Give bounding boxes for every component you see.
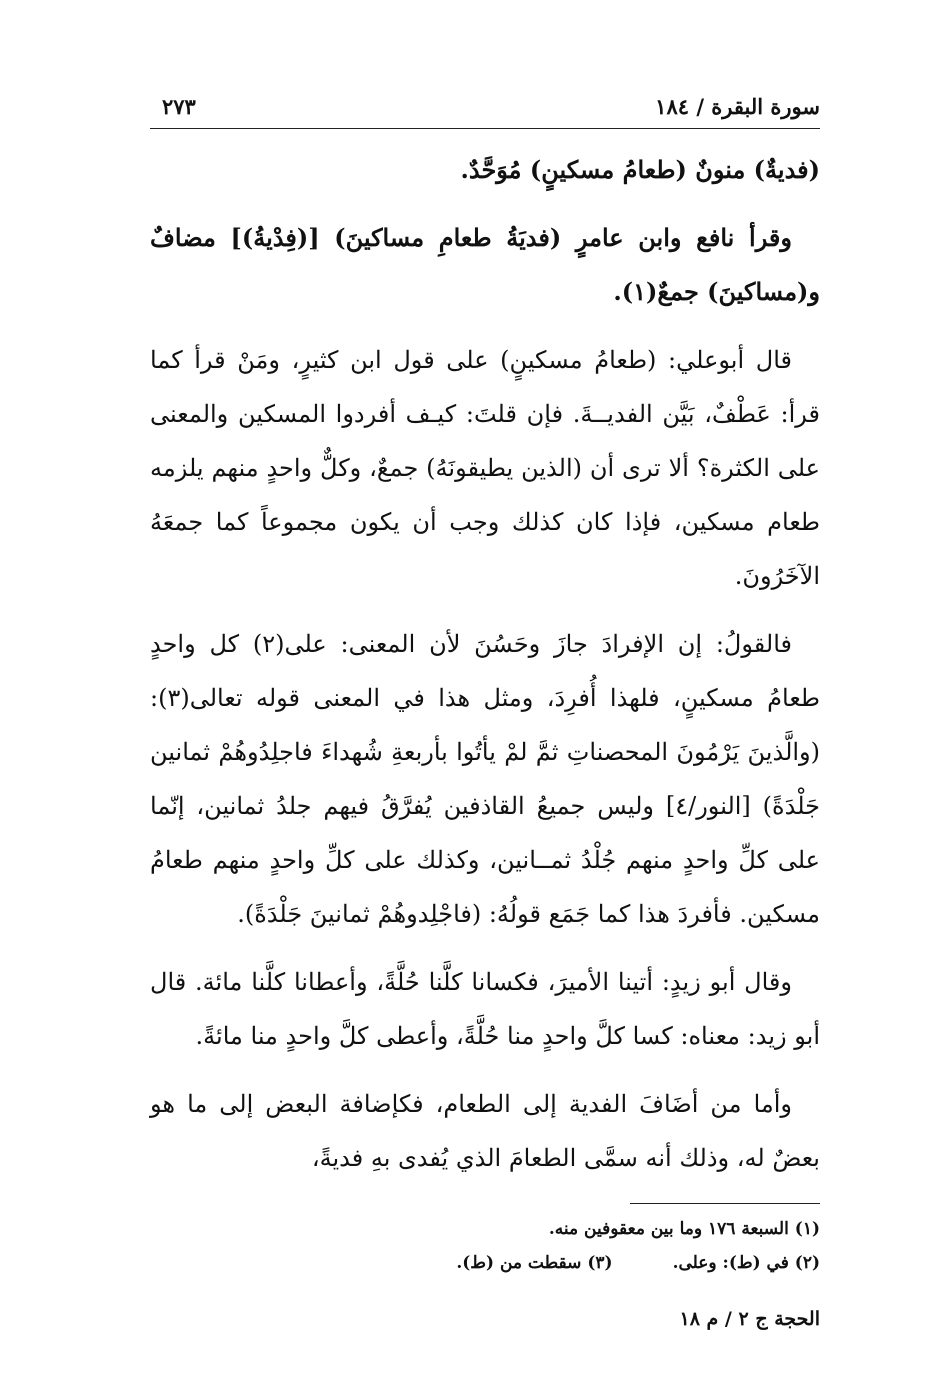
- paragraph-3: قال أبوعلي: (طعامُ مسكينٍ) على قول ابن كثيرٍ، ومَنْ قرأ كما قرأ: عَطْفٌ، بَيَّن الفديــةَ. فإن قلتَ: كيـف أفردوا المسكين والمعنى على الكثرة؟ ألا ترى أن (الذين يطيقونَهُ) جمعٌ، وكلٌّ واحدٍ منهم يلزمه طعام مسكين، فإذا كان كذلك وجب أن يكون مجموعاً كما جمعَهُ الآخَرُونَ.: [150, 346, 820, 590]
- paragraph-5: وقال أبو زيدٍ: أتينا الأميرَ، فكسانا كلَّنا حُلَّةً، وأعطانا كلَّنا مائة. قال أبو زيد: معناه: كسا كلَّ واحدٍ منا حُلَّةً، وأعطى كلَّ واحدٍ منا مائةً.: [150, 968, 820, 1050]
- paragraph-2: وقرأ نافع وابن عامرٍ (فديَةُ طعامِ مساكينَ) [(فِدْيةُ)] مضافٌ و(مساكينَ) جمعٌ(١).: [150, 223, 820, 306]
- paragraph-1: (فديةٌ) منونٌ (طعامُ مسكينٍ) مُوَحَّدٌ.: [460, 155, 820, 184]
- footnote-2: (٢) في (ط): وعلى.: [672, 1253, 820, 1273]
- main-text: [150, 143, 820, 1185]
- paragraph-6: وأما من أضَافَ الفدية إلى الطعام، فكإضافة البعض إلى ما هو بعضٌ له، وذلك أنه سمَّى الطعامَ الذي يُفدى بهِ فديةً،: [150, 1090, 820, 1172]
- footnote-3: (٣) سقطت من (ط).: [456, 1253, 613, 1273]
- running-title: سورة البقرة / ١٨٤: [655, 94, 820, 119]
- running-header: [150, 88, 820, 129]
- footnote-row-1: [150, 1212, 820, 1246]
- footnotes: [150, 1212, 820, 1280]
- signature-mark: الحجة ج ٢ / م ١٨: [679, 1308, 820, 1330]
- paragraph-4: فالقولُ: إن الإفرادَ جازَ وحَسُنَ لأن المعنى: على(٢) كل واحدٍ طعامُ مسكينٍ، فلهذا أُفرِدَ، ومثل هذا في المعنى قوله تعالى(٣): (والَّذينَ يَرْمُونَ المحصناتِ ثمَّ لمْ يأتُوا بأربعةِ شُهداءَ فاجلِدُوهُمْ ثمانين جَلْدَةً) [النور/٤] وليس جميعُ القاذفين يُفرَّقُ فيهم جلدُ ثمانين، إنّما على كلِّ واحدٍ منهم جُلْدُ ثمــانين، وكذلك على كلِّ واحدٍ منهم طعامُ مسكين. فأفردَ هذا كما جَمَع قولُهُ: (فاجْلِدوهُمْ ثمانينَ جَلْدَةً).: [150, 630, 820, 928]
- footnote-divider: [630, 1203, 820, 1204]
- footnote-1: (١) السبعة ١٧٦ وما بين معقوفين منه.: [548, 1219, 820, 1239]
- page-number: ٢٧٣: [162, 94, 196, 119]
- book-page: [150, 88, 820, 1368]
- footnote-row-2: [150, 1246, 820, 1280]
